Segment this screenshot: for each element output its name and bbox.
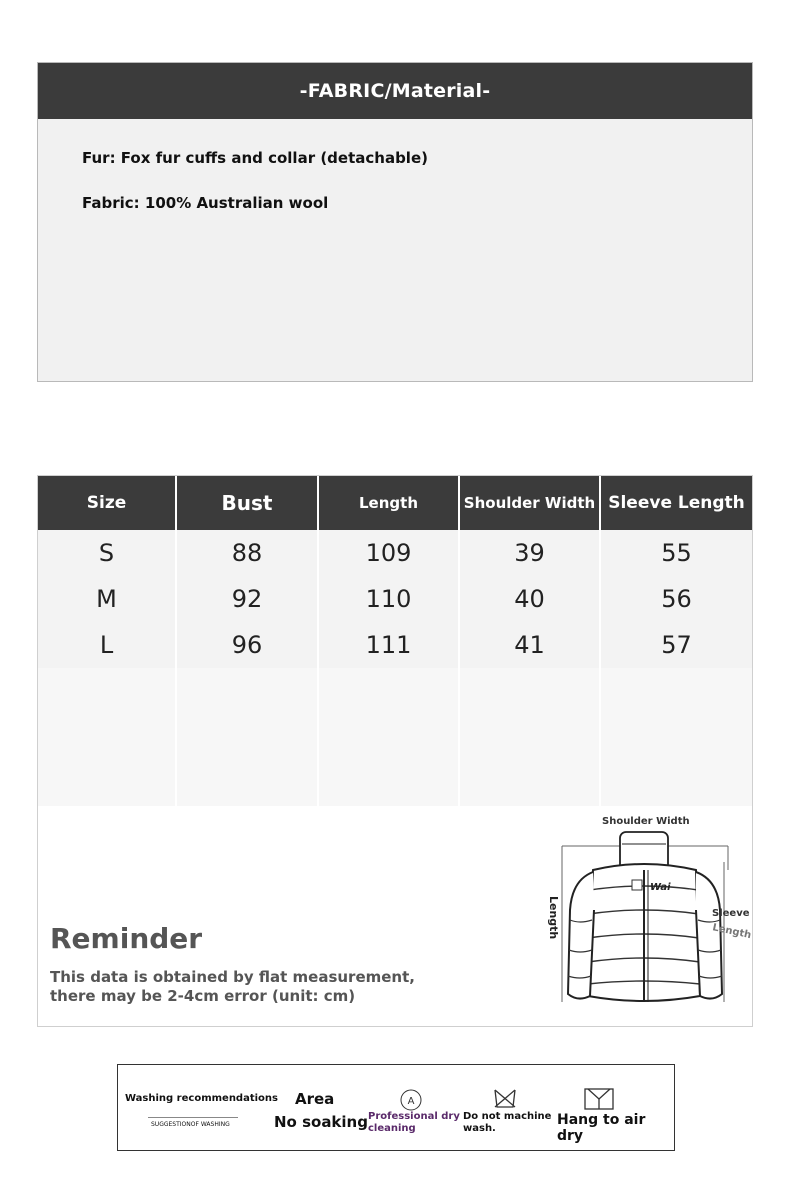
table-row [38, 576, 752, 622]
svg-text:A: A [407, 1096, 415, 1107]
washing-recommendations [117, 1064, 675, 1151]
cell-bust: 96 [177, 622, 319, 668]
no-machine-wash-icon [493, 1087, 517, 1109]
puffer-jacket-icon [538, 810, 752, 1020]
fabric-title: -FABRIC/Material- [38, 63, 752, 119]
washing-title: Washing recommendations [125, 1093, 278, 1104]
cell-size: L [38, 622, 177, 668]
cell-length: 110 [319, 576, 460, 622]
washing-subtitle: SUGGESTIONOF WASHING [151, 1121, 230, 1128]
header-shoulder-width: Shoulder Width [460, 476, 601, 530]
no-machine-label-1: Do not machine [463, 1111, 552, 1122]
cell-length: 111 [319, 622, 460, 668]
table-row [38, 622, 752, 668]
cell-shoulder: 40 [460, 576, 601, 622]
header-size: Size [38, 476, 177, 530]
cell-sleeve: 55 [601, 530, 752, 576]
cell-length: 109 [319, 530, 460, 576]
no-soaking-label: No soaking [274, 1113, 368, 1131]
diagram-length-label: Length [547, 896, 560, 940]
cell-bust: 92 [177, 576, 319, 622]
reminder-text: This data is obtained by flat measurement, there may be 2-4cm error (unit: cm) [50, 968, 415, 1005]
diagram-sleeve-label-1: Sleeve [712, 908, 750, 919]
dry-clean-label-2: cleaning [368, 1123, 416, 1134]
header-length: Length [319, 476, 460, 530]
dry-clean-a-icon [399, 1089, 423, 1111]
hang-dry-icon [584, 1087, 614, 1111]
table-row-empty [38, 668, 752, 714]
header-sleeve-length: Sleeve Length [601, 476, 752, 530]
hang-dry-label: Hang to air dry [557, 1112, 646, 1144]
diagram-shoulder-label: Shoulder Width [602, 816, 690, 827]
fabric-line-fur: Fur: Fox fur cuffs and collar (detachable) [82, 149, 428, 167]
cell-size: M [38, 576, 177, 622]
area-label: Area [295, 1090, 335, 1108]
cell-sleeve: 56 [601, 576, 752, 622]
dry-clean-label-1: Professional dry [368, 1111, 460, 1122]
cell-shoulder: 41 [460, 622, 601, 668]
cell-shoulder: 39 [460, 530, 601, 576]
brand-text: Wai [650, 882, 671, 893]
cell-sleeve: 57 [601, 622, 752, 668]
header-bust: Bust [177, 476, 319, 530]
table-row-empty [38, 714, 752, 760]
cell-bust: 88 [177, 530, 319, 576]
fabric-line-fabric: Fabric: 100% Australian wool [82, 194, 329, 212]
washing-divider [148, 1117, 238, 1118]
reminder-title: Reminder [50, 922, 203, 955]
table-row [38, 530, 752, 576]
cell-size: S [38, 530, 177, 576]
size-table-header [38, 476, 752, 530]
fabric-section [37, 62, 753, 382]
size-chart [37, 475, 753, 1027]
no-machine-label-2: wash. [463, 1123, 496, 1134]
diagram-sleeve-label-2: Length [711, 922, 752, 942]
table-row-empty [38, 760, 752, 806]
